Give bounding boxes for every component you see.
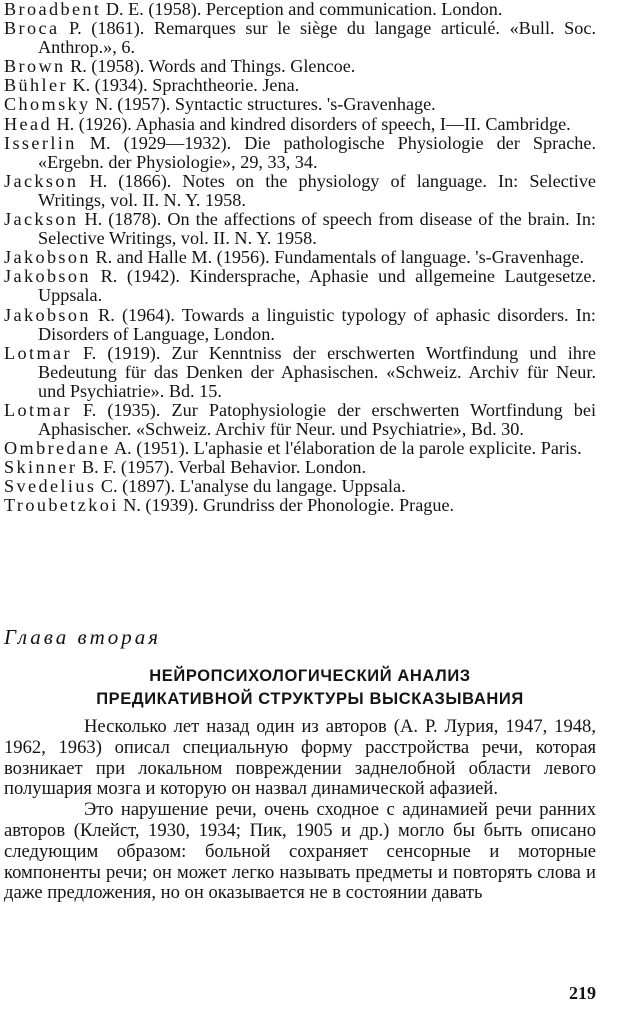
reference-text: C. (1897). L'analyse du langage. Uppsala. [96, 476, 406, 497]
chapter-heading-line: НЕЙРОПСИХОЛОГИЧЕСКИЙ АНАЛИЗ [149, 667, 471, 685]
reference-text: F. (1919). Zur Kenntniss der erschwerten Wortfindung und ihre Bedeutung für das Denken der Aphasischen. «Schweiz. Archiv für Neur. und Psychiatrie». Bd. 15. [38, 342, 596, 401]
page-number: 219 [569, 983, 596, 1003]
reference-author: Jackson [4, 170, 79, 191]
reference-author: Troubetzkoi [4, 495, 119, 516]
reference-text: A. (1951). L'aphasie et l'élaboration de la parole explicite. Paris. [110, 438, 582, 459]
reference-entry [4, 115, 596, 134]
reference-text: N. (1939). Grundriss der Phonologie. Prague. [118, 495, 455, 516]
reference-author: Skinner [4, 457, 78, 478]
reference-entry [4, 496, 596, 515]
reference-author: Lotmar [4, 342, 72, 363]
reference-text: M. (1929—1932). Die pathologische Physiologie der Sprache. «Ergebn. der Physiologie», 29, 33, 34. [38, 132, 596, 172]
reference-entry [4, 19, 596, 57]
reference-entry [4, 401, 596, 439]
chapter-heading [0, 665, 620, 711]
reference-author: Isserlin [4, 132, 77, 153]
reference-text: H. (1878). On the affections of speech from disease of the brain. In: Selective Writings, vol. II. N. Y. 1958. [38, 209, 596, 249]
reference-entry [4, 267, 596, 305]
reference-author: Jakobson [4, 247, 91, 268]
paragraph: Несколько лет назад один из авторов (А. Р. Лурия, 1947, 1948, 1962, 1963) описал специальную форму расстройства речи, которая возникает при локальном повреждении заднелобной области левого полушария мозга и которую он назвал динамической афазией. [4, 716, 596, 800]
reference-text: R. (1958). Words and Things. Glencoe. [65, 56, 356, 77]
reference-entry [4, 0, 596, 19]
reference-author: Ombredane [4, 438, 111, 459]
reference-text: D. E. (1958). Perception and communication. London. [101, 0, 503, 19]
reference-text: P. (1861). Remarques sur le siège du langage articulé. «Bull. Soc. Anthrop.», 6. [38, 18, 596, 58]
reference-entry [4, 344, 596, 401]
reference-list [4, 0, 596, 516]
reference-author: Jackson [4, 209, 79, 230]
reference-author: Jakobson [4, 266, 91, 287]
reference-entry [4, 172, 596, 210]
paragraph: Это нарушение речи, очень сходное с адинамией речи ранних авторов (Клейст, 1930, 1934; Пик, 1905 и др.) могло бы быть описано следующим образом: больной сохраняет сенсорные и моторные компоненты речи; он может легко называть предметы и повторять слова и даже предложения, но он оказывается не в состоянии давать [4, 799, 596, 904]
reference-text: K. (1934). Sprachtheorie. Jena. [67, 75, 300, 96]
reference-entry [4, 210, 596, 248]
chapter-label: Глава вторая [4, 625, 162, 649]
reference-entry [4, 248, 596, 267]
reference-entry [4, 477, 596, 496]
reference-entry [4, 76, 596, 95]
reference-text: H. (1866). Notes on the physiology of language. In: Selective Writings, vol. II. N. Y. 1958. [38, 170, 596, 210]
reference-text: R. (1964). Towards a linguistic typology of aphasic disorders. In: Disorders of Language, London. [38, 304, 596, 344]
reference-author: Bühler [4, 75, 68, 96]
reference-entry [4, 134, 596, 172]
reference-author: Head [4, 113, 52, 134]
reference-author: Broca [4, 18, 60, 39]
reference-author: Svedelius [4, 476, 97, 497]
reference-entry [4, 95, 596, 114]
reference-text: R. and Halle M. (1956). Fundamentals of language. 's-Gravenhage. [90, 247, 585, 268]
reference-text: H. (1926). Aphasia and kindred disorders of speech, I—II. Cambridge. [51, 113, 571, 134]
reference-author: Brown [4, 56, 66, 77]
reference-author: Jakobson [4, 304, 91, 325]
reference-text: B. F. (1957). Verbal Behavior. London. [77, 457, 367, 478]
reference-text: N. (1957). Syntactic structures. 's-Gravenhage. [90, 94, 436, 115]
reference-entry [4, 458, 596, 477]
reference-author: Broadbent [4, 0, 102, 19]
reference-author: Chomsky [4, 94, 91, 115]
reference-entry [4, 439, 596, 458]
reference-author: Lotmar [4, 399, 72, 420]
reference-entry [4, 57, 596, 76]
reference-text: F. (1935). Zur Patophysiologie der erschwerten Wortfindung bei Aphasischer. «Schweiz. Archiv für Neur. und Psychiatrie», Bd. 30. [38, 399, 596, 440]
body-text [4, 717, 596, 904]
reference-entry [4, 306, 596, 344]
chapter-heading-line: ПРЕДИКАТИВНОЙ СТРУКТУРЫ ВЫСКАЗЫВАНИЯ [96, 690, 524, 708]
reference-text: R. (1942). Kindersprache, Aphasie und allgemeine Lautgesetze. Uppsala. [38, 266, 596, 306]
